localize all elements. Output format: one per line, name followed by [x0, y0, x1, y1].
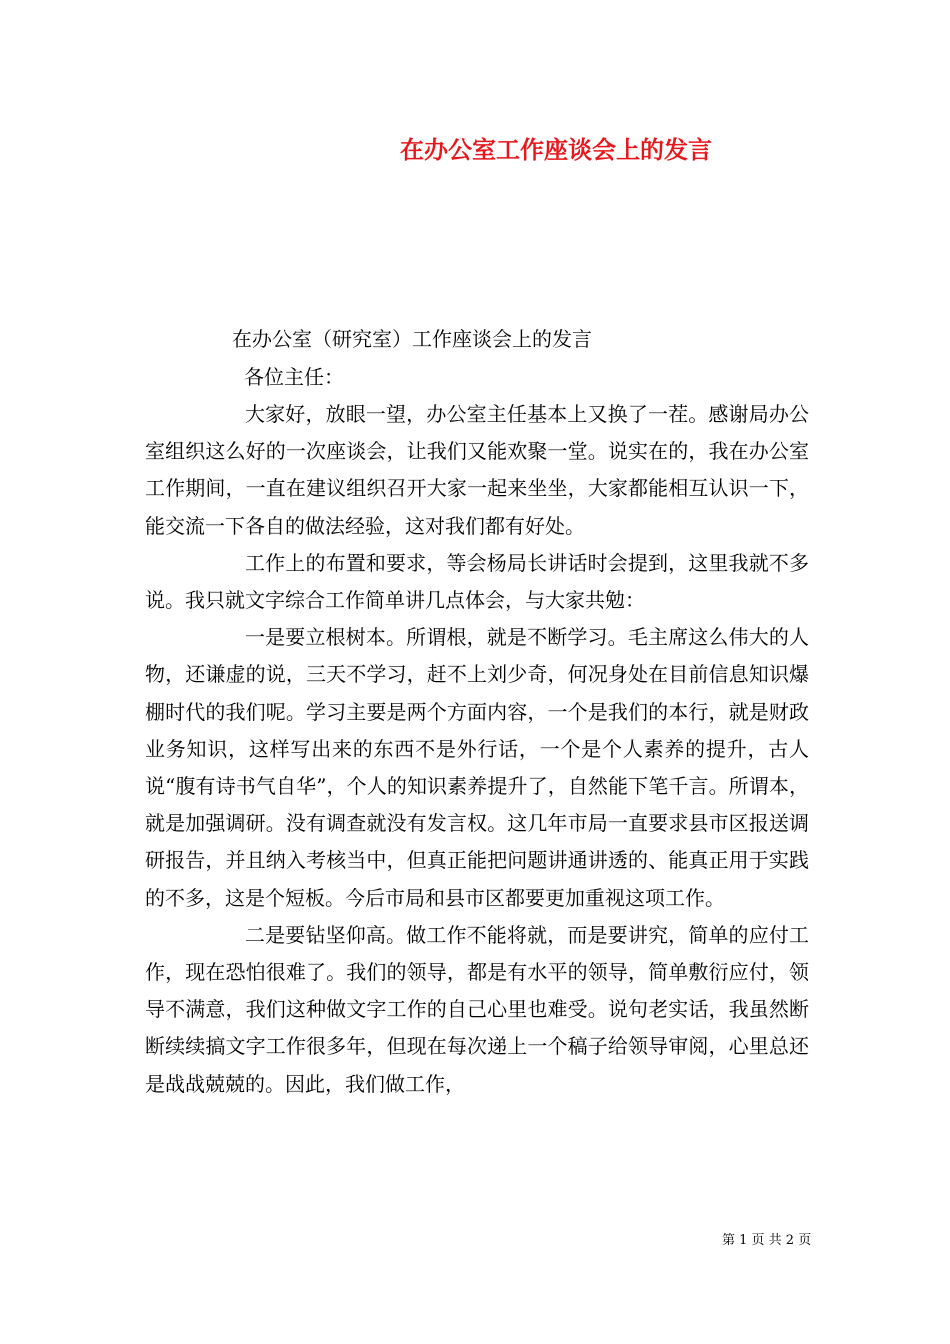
document-title: 在办公室工作座谈会上的发言	[400, 135, 712, 164]
paragraph-3: 一是要立根树本。所谓根，就是不断学习。毛主席这么伟大的人物，还谦虚的说，三天不学习，赶不上刘少奇，何况身处在目前信息知识爆棚时代的我们呢。学习主要是两个方面内容，一个是我们的本行，就是财政业务知识，这样写出来的东西不是外行话，一个是个人素养的提升，古人说“腹有诗书气自华”，个人的知识素养提升了，自然能下笔千言。所谓本，就是加强调研。没有调查就没有发言权。这几年市局一直要求县市区报送调研报告，并且纳入考核当中，但真正能把问题讲通讲透的、能真正用于实践的不多，这是个短板。今后市局和县市区都要更加重视这项工作。	[145, 625, 809, 910]
document-body	[145, 396, 809, 1103]
paragraph-1: 大家好，放眼一望，办公室主任基本上又换了一茬。感谢局办公室组织这么好的一次座谈会，让我们又能欢聚一堂。说实在的，我在办公室工作期间，一直在建议组织召开大家一起来坐坐，大家都能相互认识一下，能交流一下各自的做法经验，这对我们都有好处。	[145, 402, 809, 538]
paragraph-4: 二是要钻坚仰高。做工作不能将就，而是要讲究，简单的应付工作，现在恐怕很难了。我们的领导，都是有水平的领导，简单敷衍应付，领导不满意，我们这种做文字工作的自己心里也难受。说句老实话，我虽然断断续续搞文字工作很多年，但现在每次递上一个稿子给领导审阅，心里总还是战战兢兢的。因此，我们做工作，	[145, 922, 809, 1096]
salutation: 各位主任：	[244, 365, 344, 389]
page-footer: 第 1 页 共 2 页	[722, 1233, 812, 1248]
document-subtitle: 在办公室（研究室）工作座谈会上的发言	[232, 327, 592, 351]
paragraph-2: 工作上的布置和要求，等会杨局长讲话时会提到，这里我就不多说。我只就文字综合工作简单讲几点体会，与大家共勉：	[145, 550, 809, 613]
